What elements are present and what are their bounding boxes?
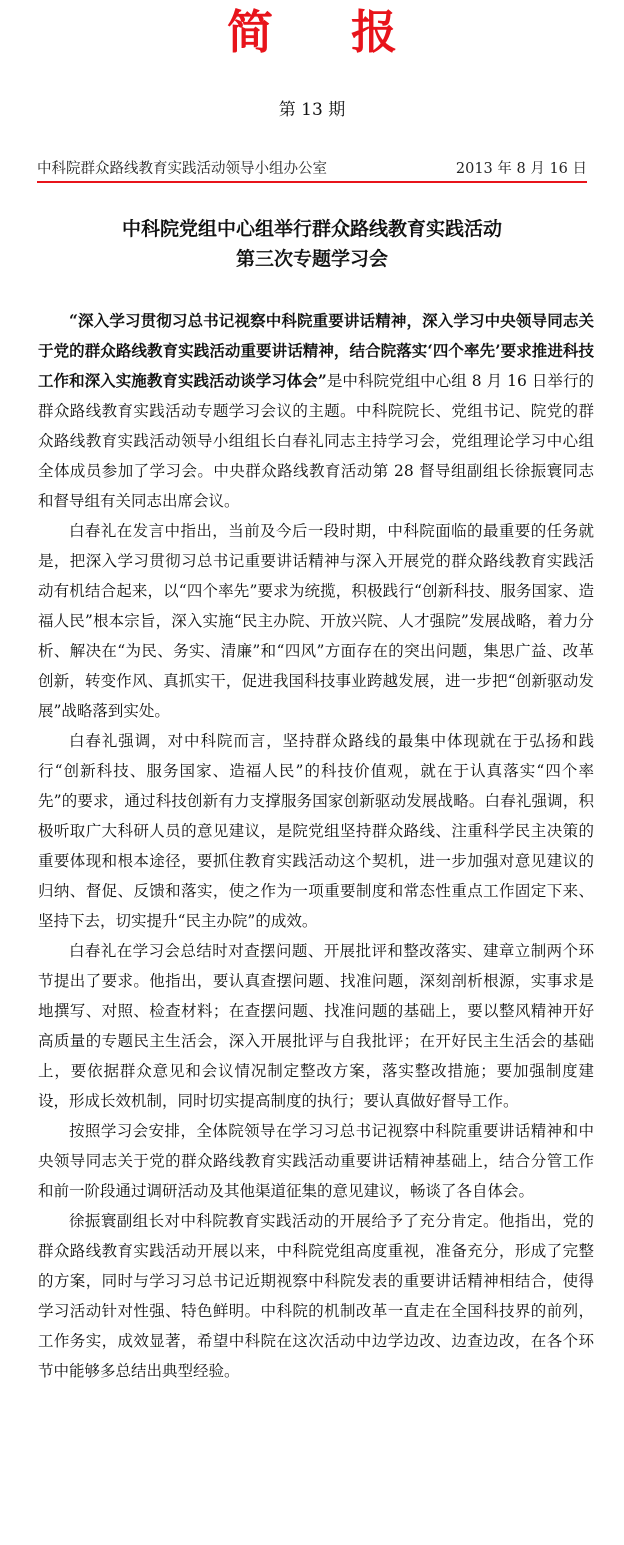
red-divider	[37, 181, 587, 183]
masthead-char-1: 简	[227, 5, 273, 59]
masthead-char-2: 报	[351, 5, 397, 59]
paragraph-2: 白春礼在发言中指出，当前及今后一段时期，中科院面临的最重要的任务就是，把深入学习贯彻习总书记重要讲话精神与深入开展党的群众路线教育实践活动有机结合起来，以“四个率先”要求为统揽，积极践行“创新科技、服务国家、造福人民”根本宗旨，深入实施“民主办院、开放兴院、人才强院”发展战略，着力分析、解决在“为民、务实、清廉”和“四风”方面存在的突出问题，集思广益、改革创新，转变作风、真抓实干，促进我国科技事业跨越发展，进一步把“创新驱动发展”战略落到实处。	[38, 522, 594, 720]
paragraph-1	[38, 306, 594, 516]
headline-line-2: 第三次专题学习会	[235, 248, 388, 270]
paragraph-1-lead: “深入学习贯彻习总书记视察中科院重要讲话精神，深入学习中央领导同志关于党的群众路线教育实践活动重要讲话精神，结合院落实‘四个率先’要求推进科技工作和深入实施教育实践活动谈学习体会”	[38, 311, 594, 390]
headline	[0, 214, 624, 274]
issuer-line	[37, 157, 587, 181]
article-body	[38, 306, 594, 1386]
issue-number: 第 13 期	[278, 100, 346, 120]
paragraph-6: 徐振寰副组长对中科院教育实践活动的开展给予了充分肯定。他指出，党的群众路线教育实践活动开展以来，中科院党组高度重视，准备充分，形成了完整的方案，同时与学习习总书记近期视察中科院发表的重要讲话精神相结合，使得学习活动针对性强、特色鲜明。中科院的机制改革一直走在全国科技界的前列，工作务实，成效显著，希望中科院在这次活动中边学边改、边查边改，在各个环节中能够多总结出典型经验。	[38, 1212, 594, 1380]
headline-line-1: 中科院党组中心组举行群众路线教育实践活动	[121, 218, 502, 240]
paragraph-3: 白春礼强调，对中科院而言，坚持群众路线的最集中体现就在于弘扬和践行“创新科技、服务国家、造福人民”的科技价值观，就在于认真落实“四个率先”的要求，通过科技创新有力支撑服务国家创新驱动发展战略。白春礼强调，积极听取广大科研人员的意见建议，是院党组坚持群众路线、注重科学民主决策的重要体现和根本途径，要抓住教育实践活动这个契机，进一步加强对意见建议的归纳、督促、反馈和落实，使之作为一项重要制度和常态性重点工作固定下来、坚持下去，切实提升“民主办院”的成效。	[38, 732, 594, 930]
paragraph-1-rest: 是中科院党组中心组 8 月 16 日举行的群众路线教育实践活动专题学习会议的主题。中科院院长、党组书记、院党的群众路线教育实践活动领导小组组长白春礼同志主持学习会，党组理论学习中心组全体成员参加了学习会。中央群众路线教育活动第 28 督导组副组长徐振寰同志和督导组有关同志出席会议。	[38, 372, 594, 510]
masthead-title	[0, 4, 624, 60]
paragraph-4: 白春礼在学习会总结时对查摆问题、开展批评和整改落实、建章立制两个环节提出了要求。他指出，要认真查摆问题、找准问题，深刻剖析根源，实事求是地撰写、对照、检查材料；在查摆问题、找准问题的基础上，要以整风精神开好高质量的专题民主生活会，深入开展批评与自我批评；在开好民主生活会的基础上，要依据群众意见和会议情况制定整改方案，落实整改措施；要加强制度建设，形成长效机制，同时切实提高制度的执行；要认真做好督导工作。	[38, 942, 594, 1110]
issuer-org: 中科院群众路线教育实践活动领导小组办公室	[37, 161, 327, 177]
issue-date: 2013 年 8 月 16 日	[455, 161, 587, 177]
paragraph-5: 按照学习会安排，全体院领导在学习习总书记视察中科院重要讲话精神和中央领导同志关于党的群众路线教育实践活动重要讲话精神基础上，结合分管工作和前一阶段通过调研活动及其他渠道征集的意见建议，畅谈了各自体会。	[38, 1122, 594, 1200]
